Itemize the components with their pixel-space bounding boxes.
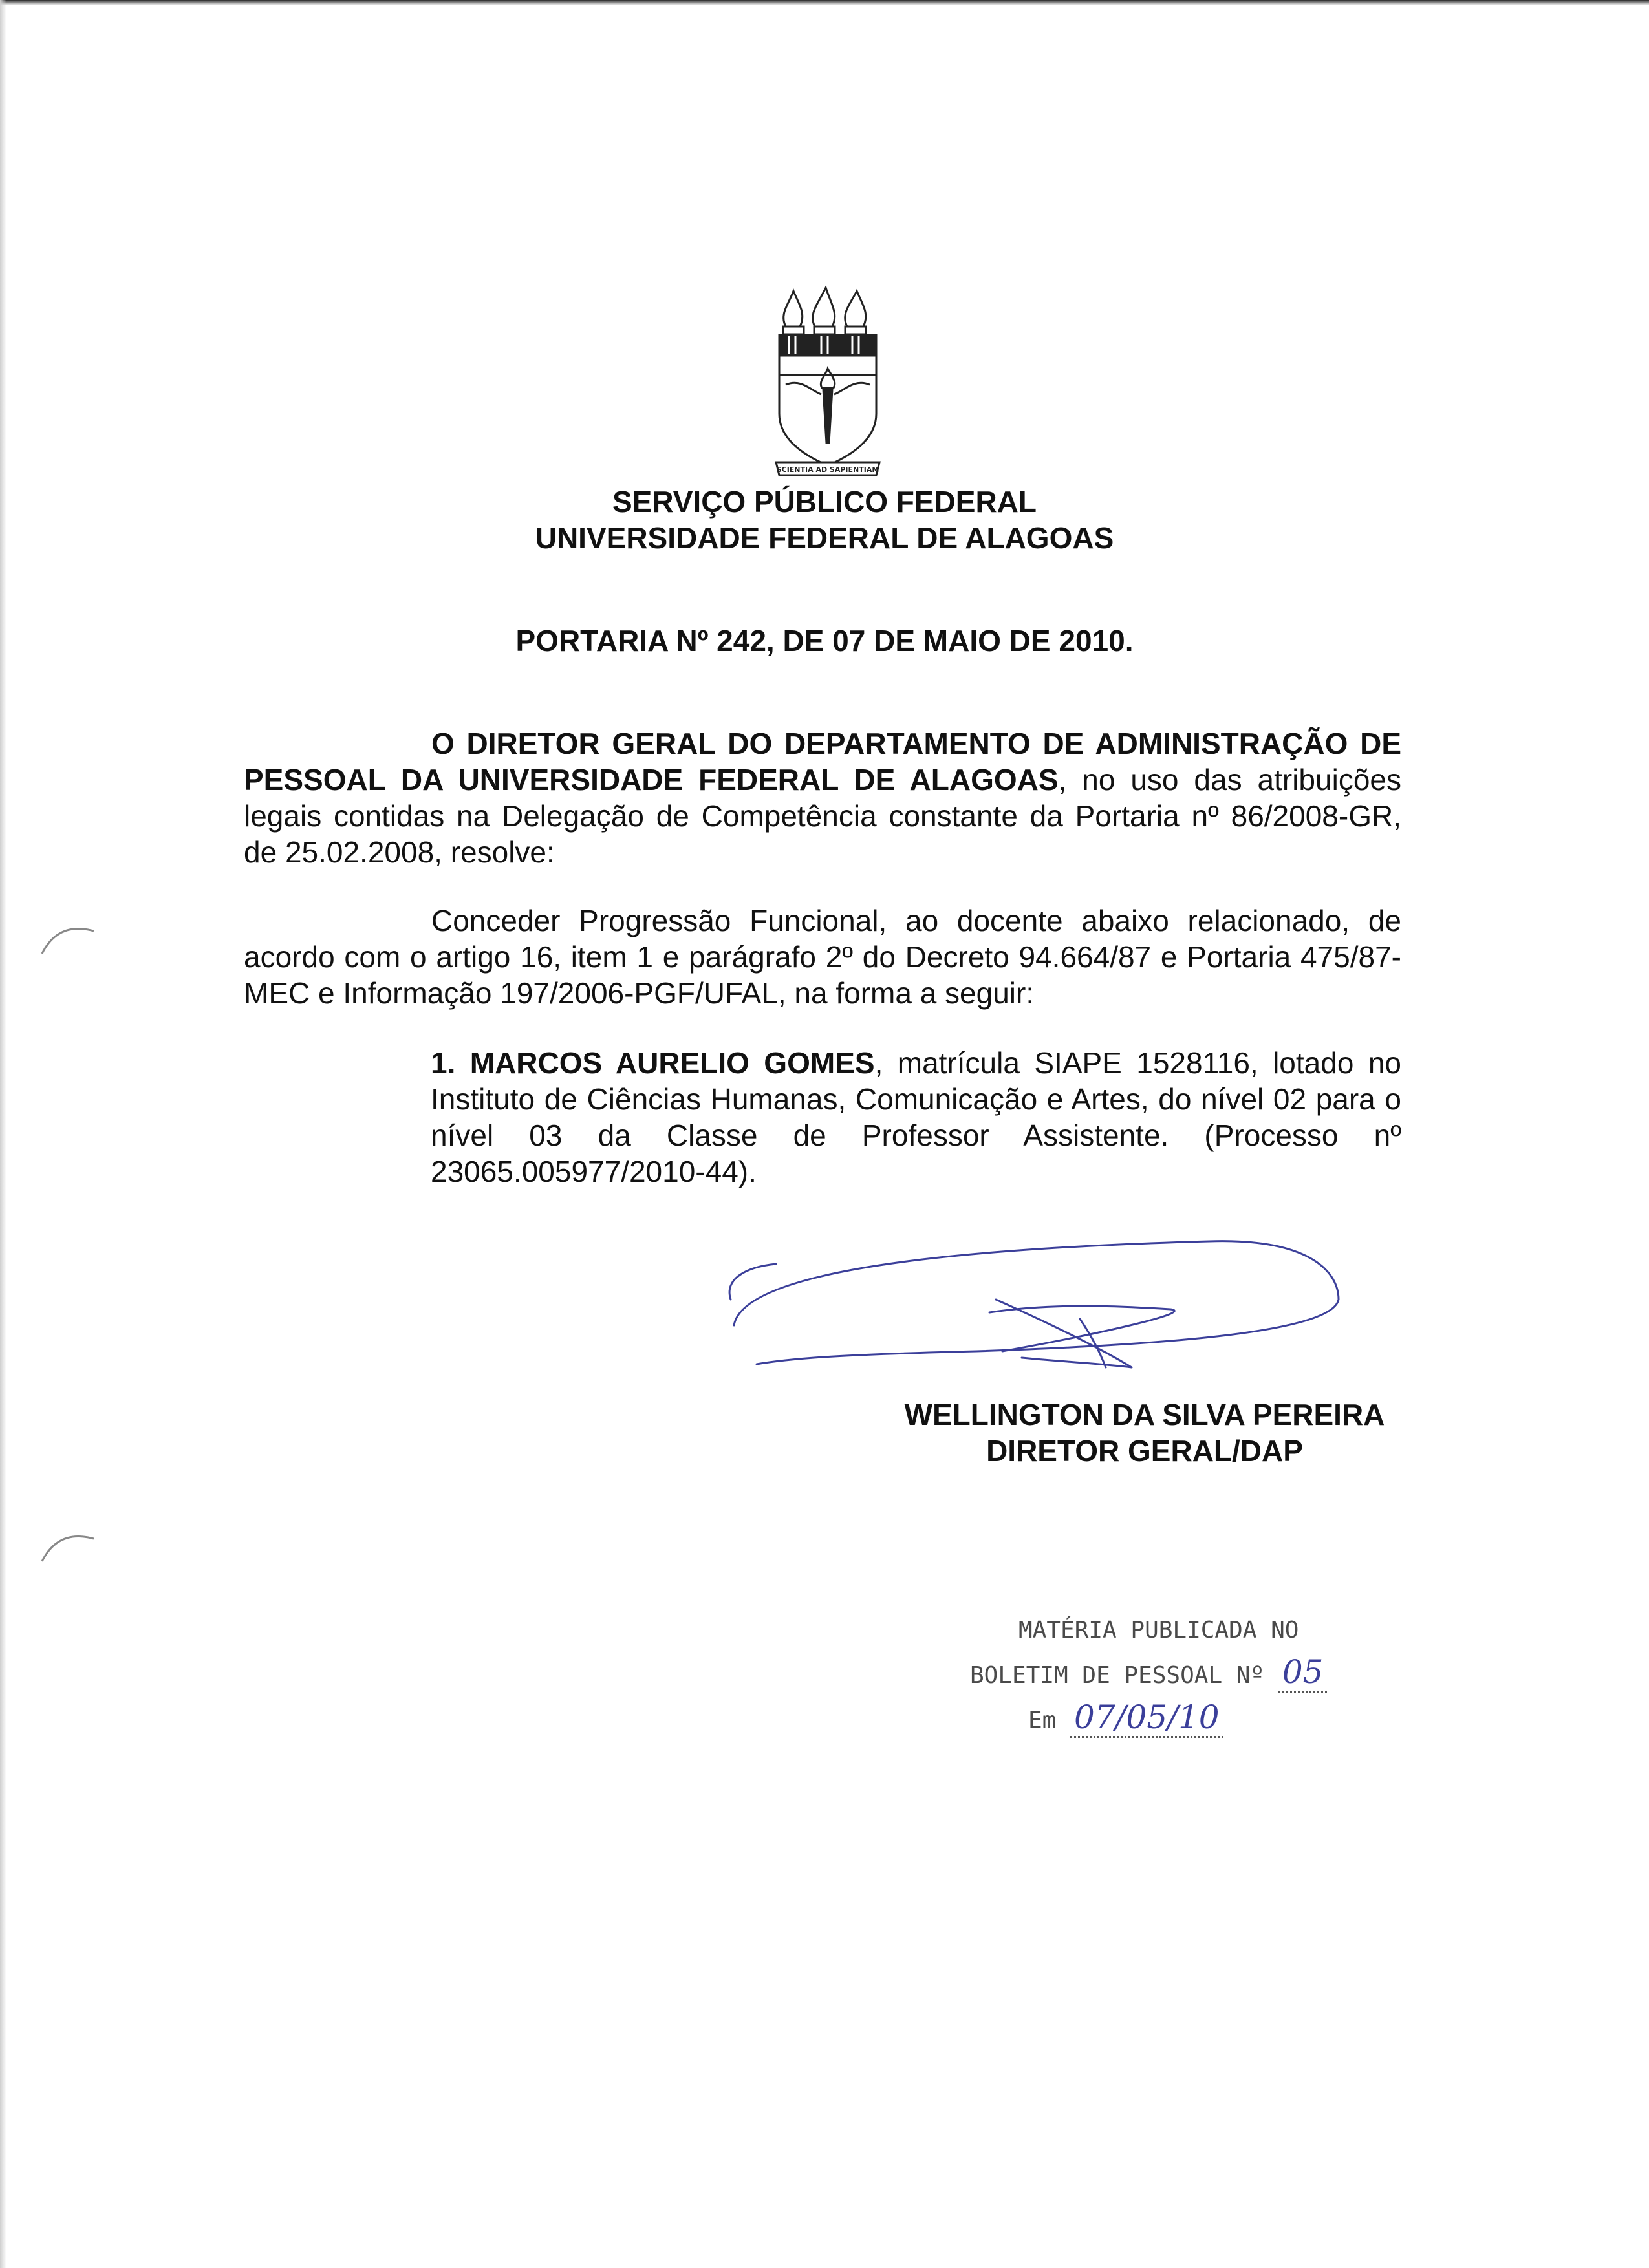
stamp-date-label: Em: [1028, 1707, 1057, 1734]
item-1-name: 1. MARCOS AURELIO GOMES: [431, 1046, 875, 1080]
punch-hole-mark: [39, 1526, 97, 1565]
paragraph-resolution: [244, 903, 1401, 1011]
signer-role: DIRETOR GERAL/DAP: [986, 1434, 1303, 1468]
scan-left-edge: [0, 0, 6, 2268]
document-title: PORTARIA Nº 242, DE 07 DE MAIO DE 2010.: [515, 624, 1134, 658]
resolution-text: Conceder Progressão Funcional, ao docente abaixo relacionado, de acordo com o artigo 16, item 1 e parágrafo 2º do Decreto 94.664/87 e Portaria 475/87-MEC e Informação 197/2006-PGF/UFAL, na forma a seguir:: [244, 904, 1401, 1010]
paragraph-intro: [244, 725, 1401, 870]
header-line-1: SERVIÇO PÚBLICO FEDERAL: [612, 485, 1037, 519]
signer-name: WELLINGTON DA SILVA PEREIRA: [904, 1398, 1385, 1431]
scan-top-edge: [0, 0, 1649, 5]
punch-hole-mark: [39, 918, 97, 957]
crest-motto: SCIENTIA AD SAPIENTIAM: [776, 465, 879, 474]
university-crest-icon: [766, 278, 889, 478]
intro-rest: , no uso das atribuições legais contidas na Delegação de Competência constante da Portaria nº 86/2008-GR, de 25.02.2008, resolve:: [244, 763, 1401, 869]
issuer-bold: O DIRETOR GERAL DO DEPARTAMENTO DE ADMINISTRAÇÃO DE PESSOAL DA UNIVERSIDADE FEDERAL DE ALAGOAS: [244, 727, 1401, 797]
item-1: [431, 1045, 1401, 1190]
stamp-date-value: 07/05/10: [1070, 1698, 1223, 1738]
stamp-bulletin-number: 05: [1278, 1653, 1328, 1693]
publication-stamp: [970, 1610, 1436, 1742]
header-line-2: UNIVERSIDADE FEDERAL DE ALAGOAS: [535, 521, 1114, 555]
stamp-line-1: MATÉRIA PUBLICADA NO: [1018, 1617, 1299, 1643]
stamp-line-2: [970, 1651, 1436, 1696]
stamp-line-3: [970, 1696, 1436, 1742]
stamp-bulletin-label: BOLETIM DE PESSOAL Nº: [970, 1662, 1265, 1689]
item-1-rest: , matrícula SIAPE 1528116, lotado no Instituto de Ciências Humanas, Comunicação e Artes, do nível 02 para o nível 03 da Classe de Professor Assistente. (Processo nº 23065.005977/2010-44).: [431, 1046, 1401, 1188]
handwritten-signature-icon: [718, 1228, 1364, 1396]
